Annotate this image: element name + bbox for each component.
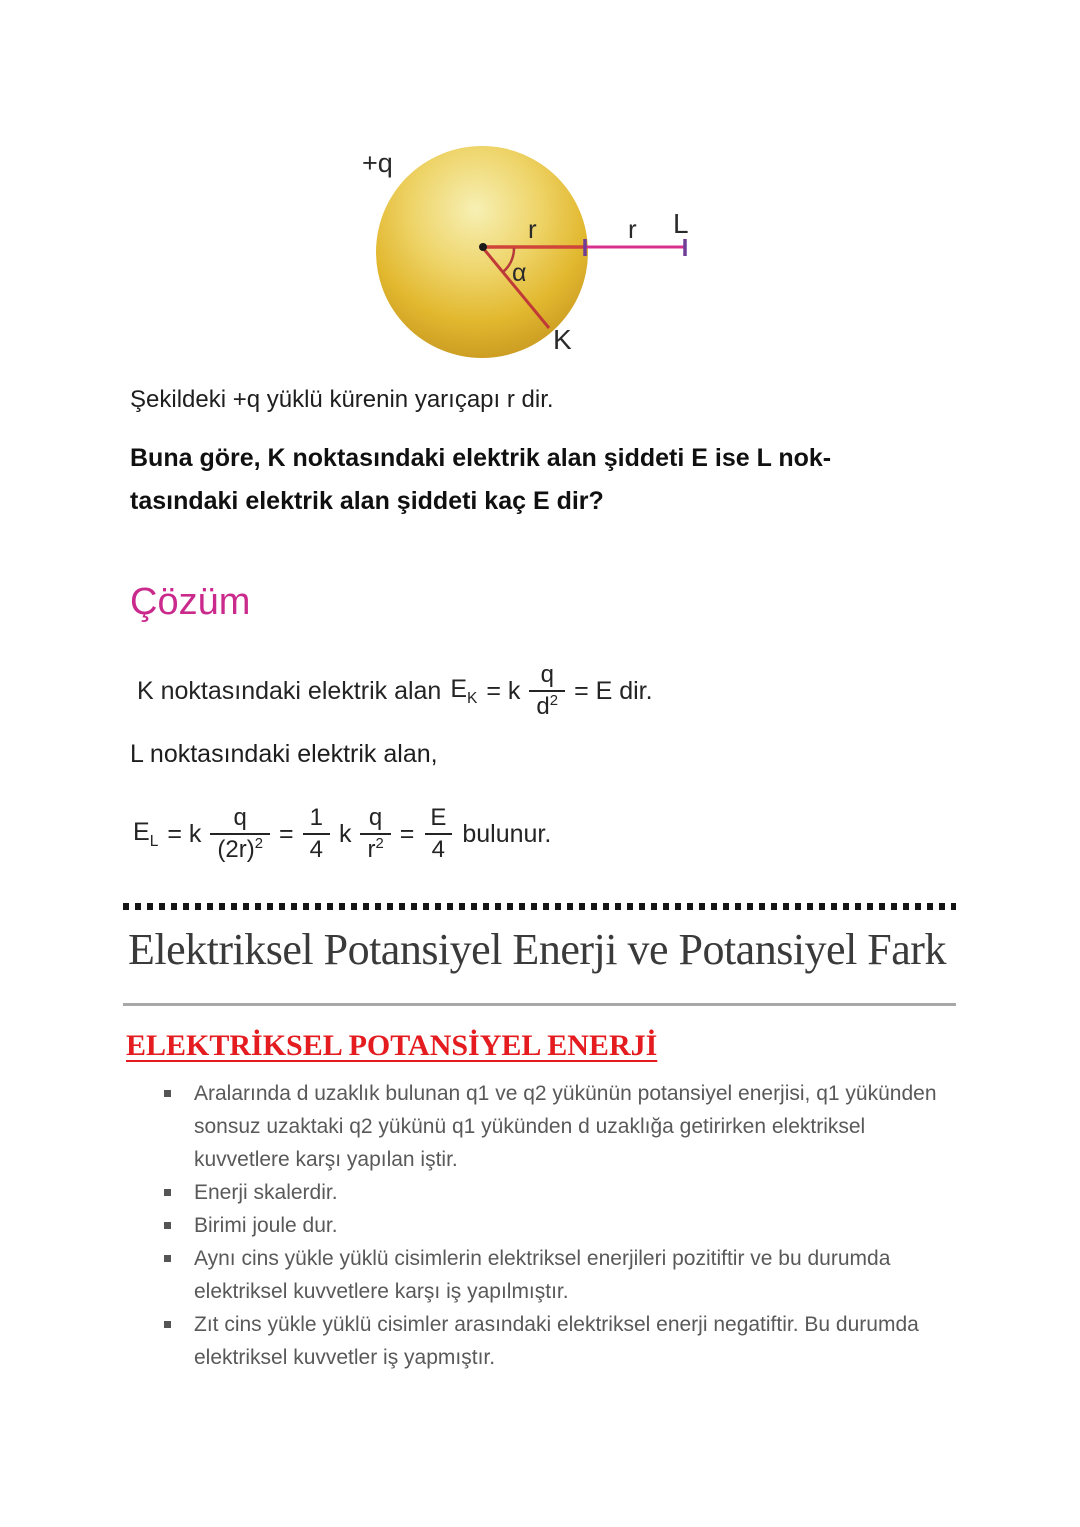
section-title: Elektriksel Potansiyel Enerji ve Potansiyel Fark: [128, 925, 946, 974]
dotted-separator: [123, 903, 956, 910]
list-item: [158, 1209, 958, 1242]
formula-el: [133, 788, 551, 880]
el-f1-den: $(2r)^2$: [210, 833, 270, 865]
ek-denominator: $d^2$: [529, 690, 565, 722]
ek-numerator: q: [540, 661, 554, 689]
el-f3-num: q: [368, 804, 383, 832]
sphere-center-dot: [479, 243, 487, 251]
bullet-square-icon: [164, 1090, 171, 1097]
problem-question: [130, 437, 831, 523]
bullet-square-icon: [164, 1321, 171, 1328]
point-l-label: L: [673, 208, 689, 239]
ek-prefix: K noktasındaki elektrik alan: [137, 676, 442, 705]
el-f4-den: 4: [425, 833, 452, 865]
question-line-2: tasındaki elektrik alan şiddeti kaç E dir?: [130, 487, 604, 515]
el-k2: k: [338, 819, 352, 848]
list-item-text: Birimi joule dur.: [194, 1214, 338, 1237]
solution-heading: Çözüm: [130, 581, 251, 623]
bullet-list: [158, 1077, 958, 1374]
list-item-text: Aralarında d uzaklık bulunan q1 ve q2 yükünün potansiyel enerjisi, q1 yükünden sonsuz uzaktaki q2 yükünü q1 yükünden d uzaklığa getirirken elektriksel kuvvetlere karşı yapılan iştir.: [194, 1082, 937, 1171]
horizontal-rule: [123, 1003, 956, 1006]
el-f2-num: 1: [309, 804, 323, 832]
el-equals-3: =: [399, 819, 415, 848]
el-f3-den: $r^2$: [360, 833, 390, 865]
list-item: [158, 1077, 958, 1176]
problem-statement: Şekildeki +q yüklü kürenin yarıçapı r dir.: [130, 386, 554, 413]
list-item: [158, 1242, 958, 1308]
el-tail: bulunur.: [462, 819, 552, 848]
el-fraction-3: [360, 803, 390, 864]
outer-radius-label: r: [628, 214, 637, 244]
el-fraction-2: [303, 803, 330, 864]
ek-symbol: $E_K$: [450, 674, 478, 707]
question-line-1: Buna göre, K noktasındaki elektrik alan şiddeti E ise L nok-: [130, 444, 832, 472]
inner-radius-label: r: [528, 214, 537, 244]
formula-ek: [137, 645, 653, 737]
el-f1-num: q: [233, 804, 247, 832]
bullet-square-icon: [164, 1255, 171, 1262]
charge-label: +q: [362, 148, 393, 178]
bullet-square-icon: [164, 1222, 171, 1229]
el-equals-2: =: [278, 819, 294, 848]
bullet-square-icon: [164, 1189, 171, 1196]
list-item-text: Enerji skalerdir.: [194, 1181, 338, 1204]
angle-label: α: [512, 259, 527, 287]
point-k-label: K: [553, 324, 572, 355]
ek-tail: = E dir.: [574, 676, 653, 705]
el-symbol: $E_L$: [133, 817, 159, 850]
list-item: [158, 1176, 958, 1209]
list-item: [158, 1308, 958, 1374]
list-item-text: Aynı cins yükle yüklü cisimlerin elektriksel enerjileri pozitiftir ve bu durumda elektriksel kuvvetlere karşı iş yapılmıştır.: [194, 1247, 891, 1303]
el-fraction-4: [423, 803, 453, 864]
charged-sphere-diagram: [0, 0, 1080, 380]
list-item-text: Zıt cins yükle yüklü cisimler arasındaki elektriksel enerji negatiftir. Bu durumda elektriksel kuvvetler iş yapmıştır.: [194, 1313, 919, 1369]
el-f4-num: E: [430, 804, 447, 832]
section-subheading: ELEKTRİKSEL POTANSİYEL ENERJİ: [126, 1029, 658, 1062]
ek-fraction: [529, 660, 565, 721]
solution-line-l: L noktasındaki elektrik alan,: [130, 740, 438, 768]
el-f2-den: 4: [303, 833, 330, 865]
ek-equals-k: = k: [486, 676, 521, 705]
el-equals-k: = k: [167, 819, 202, 848]
el-fraction-1: [210, 803, 270, 864]
